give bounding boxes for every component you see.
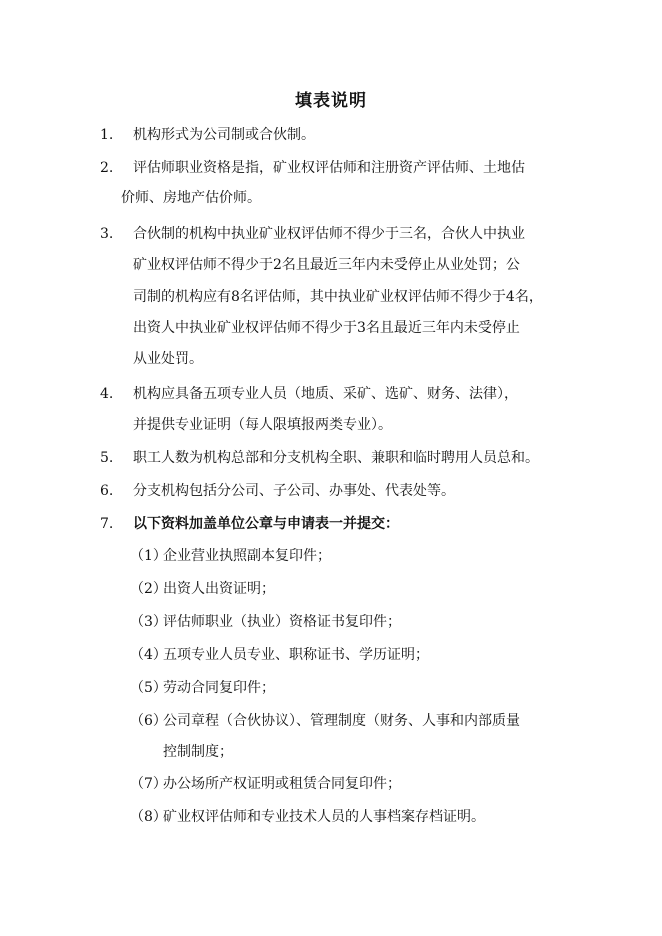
subitem-text: 劳动合同复印件； [163,680,275,696]
subitem-number: （3） [130,614,167,630]
subitem-text: 办公场所产权证明或租赁合同复印件； [163,776,401,792]
subitem-number: （6） [130,713,167,729]
item-text: 以下资料加盖单位公章与申请表一并提交： [133,516,399,532]
item-text: 分支机构包括分公司、子公司、办事处、代表处等。 [133,483,455,499]
item-text: 从业处罚。 [133,351,203,367]
item-text: 司制的机构应有8名评估师，其中执业矿业权评估师不得少于4名， [133,289,543,305]
item-number: 5. [100,450,114,466]
subitem-number: （8） [130,809,167,825]
item-text: 机构形式为公司制或合伙制。 [133,127,315,143]
subitem-text: 公司章程（合伙协议）、管理制度（财务、人事和内部质量 [163,713,520,729]
item-number: 1. [100,127,114,143]
subitem-number: （7） [130,776,167,792]
item-number: 6. [100,483,114,499]
subitem-number: （2） [130,581,167,597]
item-text: 出资人中执业矿业权评估师不得少于3名且最近三年内未受停止 [133,320,520,336]
item-text: 机构应具备五项专业人员（地质、采矿、选矿、财务、法律）， [133,386,518,402]
subitem-number: （4） [130,647,167,663]
item-number: 4. [100,386,114,402]
item-text: 评估师职业资格是指，矿业权评估师和注册资产评估师、土地估 [133,160,525,176]
subitem-text: 矿业权评估师和专业技术人员的人事档案存档证明。 [163,809,485,825]
item-text: 职工人数为机构总部和分支机构全职、兼职和临时聘用人员总和。 [133,450,539,466]
item-text: 矿业权评估师不得少于2名且最近三年内未受停止从业处罚；公 [133,257,520,273]
item-text: 合伙制的机构中执业矿业权评估师不得少于三名，合伙人中执业 [133,226,525,242]
subitem-text: 控制制度； [163,744,233,760]
subitem-number: （5） [130,680,167,696]
item-number: 3. [100,226,114,242]
item-number: 7. [100,516,114,532]
page-title: 填表说明 [295,91,367,111]
subitem-text: 出资人出资证明； [163,581,275,597]
subitem-number: （1） [130,548,167,564]
subitem-text: 评估师职业（执业）资格证书复印件； [163,614,401,630]
subitem-text: 五项专业人员专业、职称证书、学历证明； [163,647,429,663]
item-text: 价师、房地产估价师。 [121,190,261,206]
subitem-text: 企业营业执照副本复印件； [163,548,331,564]
item-number: 2. [100,160,114,176]
item-text: 并提供专业证明（每人限填报两类专业）。 [133,417,392,433]
